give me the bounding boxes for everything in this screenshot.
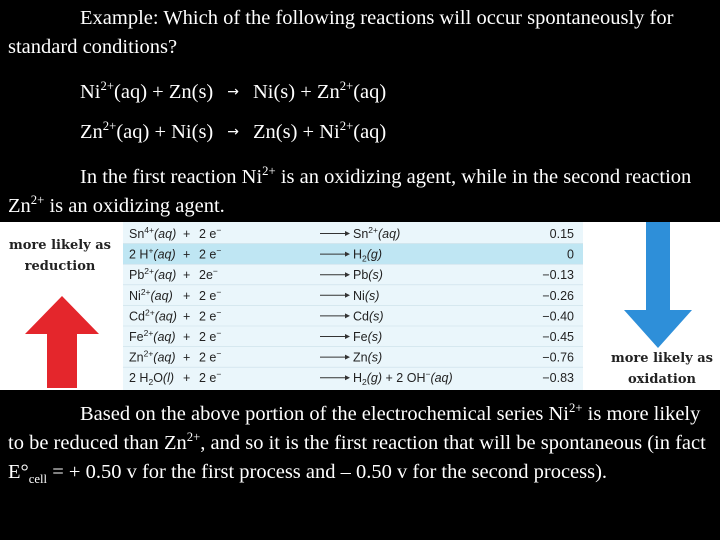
plus-sign: + (183, 288, 191, 303)
reaction-1-right: $Ni(s) + Zn^{2+}(aq)$ (252, 79, 387, 103)
standard-potential: 0.15 (549, 227, 574, 241)
table-row (123, 244, 583, 265)
electrons: 2 e− (199, 369, 222, 386)
explanation-paragraph: In the first reaction $Ni^{2+}$ is an oxidizing agent, while in the second reaction $Zn^{2+}$ is an oxidizing agent. (8, 164, 692, 217)
standard-potential: −0.76 (542, 350, 574, 365)
standard-potential: 0 (567, 247, 574, 262)
plus-sign: + (183, 350, 191, 365)
reaction-1 (80, 78, 386, 109)
oxidation-label-line-2: oxidation (628, 372, 696, 387)
electrons: 2 e− (199, 328, 222, 344)
oxidized-species: $Cd^{2+}(aq)$ (129, 307, 177, 324)
reaction-2 (80, 118, 386, 149)
electrochemical-series-table (0, 222, 720, 390)
oxidized-species: $Pb^{2+}(aq)$ (129, 266, 177, 283)
intro-paragraph (8, 4, 714, 62)
reduced-species: Ni(s) (353, 288, 380, 303)
oxidized-species: 2 H+(aq) (129, 245, 176, 262)
electrons: 2e− (199, 266, 218, 283)
plus-sign: + (183, 247, 191, 262)
reduced-species: Zn(s) (353, 350, 383, 365)
electrons: 2 e− (199, 245, 222, 262)
reduced-species: Cd(s) (353, 309, 384, 324)
reaction-arrow-icon: → (227, 124, 239, 140)
reduced-species: Fe(s) (353, 330, 383, 344)
plus-sign: + (183, 227, 191, 241)
oxidized-species: $Sn^{4+}(aq)$ (129, 225, 177, 241)
oxidized-species: $Fe^{2+}(aq)$ (129, 328, 176, 344)
reaction-1-left: $Ni^{2+}(aq) + Zn(s)$ (80, 79, 214, 103)
reduction-label-line-1: more likely as (9, 238, 111, 253)
intro-prefix: Example: (80, 7, 159, 29)
plus-sign: + (183, 371, 191, 386)
standard-potential: −0.26 (542, 288, 574, 303)
intro-question: Which of the following reactions will occur spontaneously for standard conditions? (8, 7, 674, 58)
oxidation-label-line-1: more likely as (611, 351, 713, 366)
standard-potential: −0.83 (542, 371, 574, 386)
reduced-species: $Sn^{2+}(aq)$ (353, 225, 401, 241)
conclusion-paragraph: Based on the above portion of the electrochemical series $Ni^{2+}$ is more likely to be reduced than $Zn^{2+}$, and so it is the first reaction that will be spontaneous (in fact $E^\circ_{cell}$ = + 0.50 v for the first process and – 0.50 v for the second process). (8, 401, 706, 487)
reaction-2-left: $Zn^{2+}(aq) + Ni(s)$ (80, 119, 214, 143)
electrochemical-series-figure (0, 222, 720, 390)
plus-sign: + (183, 330, 191, 344)
plus-sign: + (183, 268, 191, 283)
standard-potential: −0.13 (542, 268, 574, 283)
reaction-2-right: $Zn(s) + Ni^{2+}(aq)$ (253, 119, 387, 143)
reduced-species: $H_2(g)$ (353, 247, 383, 264)
standard-potential: −0.40 (542, 309, 574, 324)
electrons: 2 e− (199, 225, 222, 241)
oxidation-arrow-icon (624, 222, 692, 348)
oxidized-species: $Ni^{2+}(aq)$ (129, 286, 173, 303)
reduction-arrow-icon (25, 296, 99, 388)
reaction-arrow-icon: → (227, 84, 239, 100)
electrons: 2 e− (199, 348, 222, 365)
reduced-species: $H_2(g) + 2$ OH−(aq) (353, 369, 453, 388)
electrons: 2 e− (199, 286, 222, 303)
electrons: 2 e− (199, 307, 222, 324)
reduced-species: Pb(s) (353, 268, 383, 283)
oxidized-species: 2 $H_2O(l)$ (129, 371, 175, 388)
reduction-label-line-2: reduction (24, 259, 96, 274)
oxidized-species: $Zn^{2+}(aq)$ (129, 348, 176, 365)
plus-sign: + (183, 309, 191, 324)
standard-potential: −0.45 (542, 330, 574, 344)
